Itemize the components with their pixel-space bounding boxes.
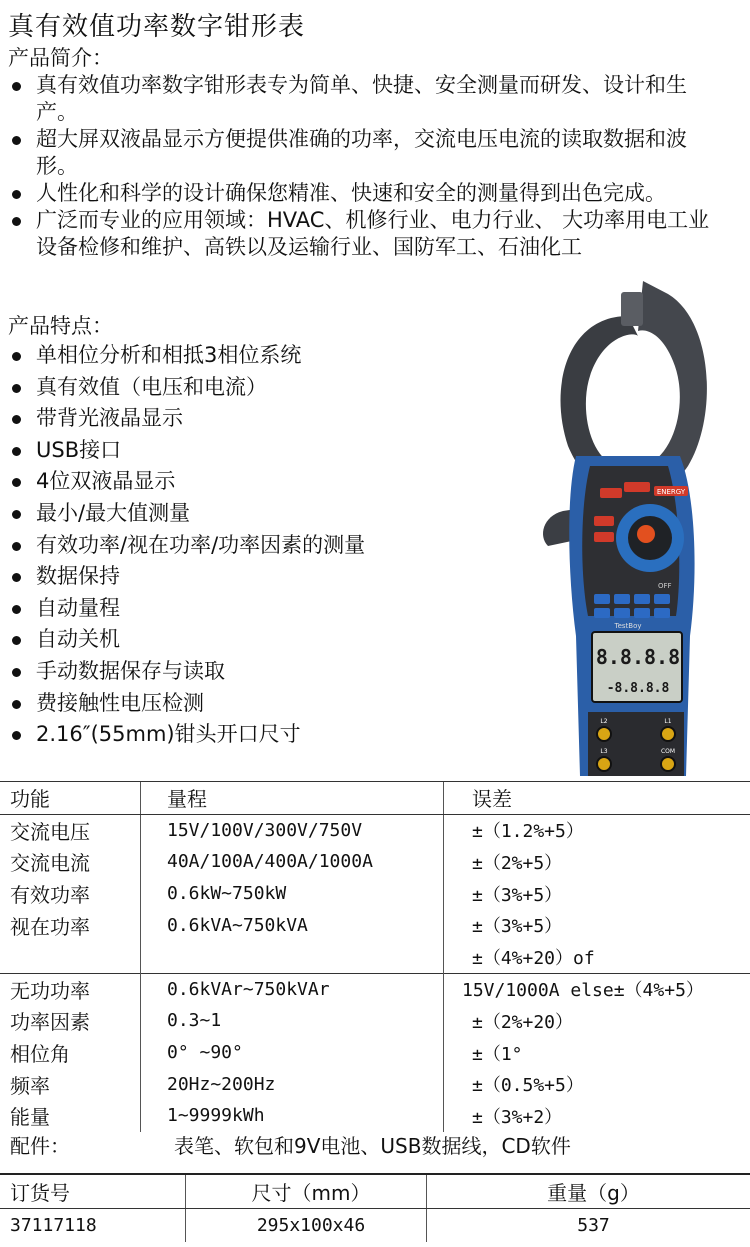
table-row: 频率 20Hz~200Hz ±（0.5%+5） [0, 1068, 750, 1100]
header-order-number: 订货号 [0, 1174, 186, 1209]
bullet-icon [12, 605, 21, 614]
table-row: 相位角 0° ~90° ±（1° [0, 1037, 750, 1069]
list-item: 广泛而专业的应用领域：HVAC、机修行业、电力行业、 大功率用电工业设备检修和维护、高铁以及运输行业、国防军工、石油化工 [8, 207, 728, 261]
mode-button[interactable] [654, 594, 670, 604]
clamp-meter-illustration [528, 276, 728, 776]
lcd-top-reading: 8.8.8.8 [595, 645, 681, 669]
table-row: 无功功率 0.6kVAr~750kVAr 15V/1000A else±（4%+5） [0, 973, 750, 1005]
list-item: 真有效值功率数字钳形表专为简单、快捷、安全测量而研发、设计和生产。 [8, 72, 728, 126]
list-item: 费接触性电压检测 [8, 688, 488, 720]
off-label: OFF [658, 582, 672, 590]
list-item: 手动数据保存与读取 [8, 656, 488, 688]
intro-heading: 产品简介： [8, 46, 113, 70]
header-range: 量程 [141, 782, 444, 815]
bullet-icon [12, 510, 21, 519]
l3-jack[interactable] [597, 757, 611, 771]
hold-button[interactable] [594, 608, 610, 618]
order-table [0, 1173, 750, 1242]
table-header-row [0, 782, 750, 815]
list-item: 4位双液晶显示 [8, 466, 488, 498]
accessories-value: 表笔、软包和9V电池、USB数据线，CD软件 [174, 1134, 571, 1158]
range-button[interactable] [634, 594, 650, 604]
save-button[interactable] [614, 608, 630, 618]
l2-jack[interactable] [597, 727, 611, 741]
com-jack[interactable] [661, 757, 675, 771]
bullet-icon [12, 478, 21, 487]
svg-text:COM: COM [660, 748, 676, 755]
bullet-icon [12, 384, 21, 393]
table-row: 有效功率 0.6kW~750kW ±（3%+5） [0, 878, 750, 910]
list-item: 2.16″(55mm)钳头开口尺寸 [8, 719, 488, 751]
table-row: 交流电压 15V/100V/300V/750V ±（1.2%+5） [0, 814, 750, 846]
bullet-icon [12, 447, 21, 456]
bullet-icon [12, 668, 21, 677]
load-button[interactable] [634, 608, 650, 618]
list-item: 人性化和科学的设计确保您精准、快速和安全的测量得到出色完成。 [8, 180, 728, 207]
header-dimensions: 尺寸（mm） [186, 1174, 427, 1209]
list-item: 带背光液晶显示 [8, 403, 488, 435]
dial-knob [637, 525, 655, 543]
energy-label: ENERGY [656, 488, 686, 496]
bullet-icon [12, 731, 21, 740]
features-list [8, 340, 488, 751]
header-function: 功能 [0, 782, 141, 815]
table-row: 交流电流 40A/100A/400A/1000A ±（2%+5） [0, 846, 750, 878]
list-item: 超大屏双液晶显示方便提供准确的功率，交流电压电流的读取数据和波形。 [8, 126, 728, 180]
dimensions-value: 295x100x46 [186, 1209, 427, 1243]
bullet-icon [12, 636, 21, 645]
svg-text:L3: L3 [600, 748, 608, 755]
bullet-icon [12, 190, 21, 199]
accessories-row [10, 1130, 740, 1159]
bullet-icon [12, 415, 21, 424]
bullet-icon [12, 573, 21, 582]
accessories-label: 配件： [10, 1134, 70, 1158]
table-header-row [0, 1174, 750, 1209]
table-row: 功率因素 0.3~1 ±（2%+20） [0, 1005, 750, 1037]
bullet-icon [12, 217, 21, 226]
intro-list [8, 72, 728, 261]
bullet-icon [12, 542, 21, 551]
bullet-icon [12, 82, 21, 91]
header-error: 误差 [444, 782, 750, 815]
list-item: 最小/最大值测量 [8, 498, 488, 530]
list-item: 单相位分析和相抵3相位系统 [8, 340, 488, 372]
list-item: 数据保持 [8, 561, 488, 593]
svg-text:L1: L1 [664, 718, 672, 725]
table-row [0, 1209, 750, 1243]
list-item: 自动关机 [8, 624, 488, 656]
brand-logo: TestBoy [614, 622, 642, 630]
list-item: 真有效值（电压和电流） [8, 372, 488, 404]
table-row: 能量 1~9999kWh ±（3%+2） [0, 1100, 750, 1132]
jaw-tip [621, 292, 643, 326]
bullet-icon [12, 352, 21, 361]
weight-value: 537 [427, 1209, 750, 1243]
l1-jack[interactable] [661, 727, 675, 741]
features-heading: 产品特点： [8, 314, 113, 338]
usb-button[interactable] [654, 608, 670, 618]
order-number: 37117118 [10, 1215, 97, 1236]
clamp-meter-image [528, 276, 728, 776]
table-row: 视在功率 0.6kVA~750kVA ±（3%+5） [0, 909, 750, 941]
sel-button[interactable] [594, 594, 610, 604]
page-title: 真有效值功率数字钳形表 [8, 12, 306, 42]
svg-text:L2: L2 [600, 718, 608, 725]
list-item: USB接口 [8, 435, 488, 467]
table-row: ±（4%+20）of [0, 941, 750, 973]
spec-table [0, 781, 750, 1132]
list-item: 自动量程 [8, 593, 488, 625]
bullet-icon [12, 136, 21, 145]
bullet-icon [12, 700, 21, 709]
lcd-bottom-reading: -8.8.8.8 [606, 681, 670, 696]
header-weight: 重量（g） [427, 1174, 750, 1209]
list-item: 有效功率/视在功率/功率因素的测量 [8, 530, 488, 562]
max-button[interactable] [614, 594, 630, 604]
